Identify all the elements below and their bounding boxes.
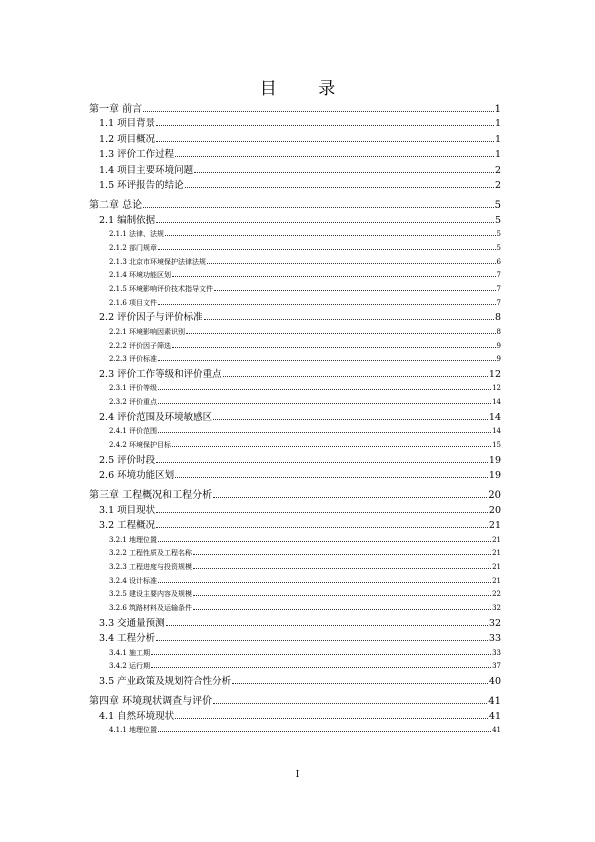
toc-entry-level-3[interactable]	[89, 256, 501, 270]
toc-entry-title: 2.4.1 评价范围	[109, 427, 158, 436]
toc-entry-title: 2.5 评价时段	[99, 454, 156, 466]
toc-entry-level-1[interactable]	[89, 199, 501, 212]
toc-entry-page: 9	[496, 355, 501, 364]
dot-leader	[158, 541, 491, 542]
toc-entry-title: 2.6 环境功能区划	[99, 470, 175, 482]
toc-entry-page: 32	[488, 617, 501, 629]
toc-entry-title: 2.4.2 环境保护目标	[109, 441, 172, 450]
dot-leader	[156, 125, 494, 126]
dot-leader	[156, 640, 488, 641]
toc-entry-title: 4.1 自然环境现状	[99, 710, 175, 722]
toc-entry-page: 21	[492, 576, 501, 585]
dot-leader	[186, 333, 495, 334]
dot-leader	[172, 276, 495, 277]
toc-entry-page: 1	[494, 104, 501, 115]
toc-entry-page: 14	[492, 427, 501, 436]
dot-leader	[175, 718, 488, 719]
toc-entry-title: 第三章 工程概况和工程分析	[89, 490, 213, 502]
toc-entry-page: 1	[494, 118, 501, 130]
table-of-contents	[89, 103, 501, 738]
toc-entry-page: 21	[488, 520, 501, 532]
toc-entry-page: 1	[494, 133, 501, 145]
dot-leader	[158, 403, 491, 404]
toc-entry-title: 3.2.2 工程性质及工程名称	[109, 549, 193, 558]
toc-entry-title: 第一章 前言	[89, 104, 143, 115]
dot-leader	[213, 419, 488, 420]
page-number: I	[295, 770, 300, 780]
dot-leader	[172, 347, 495, 348]
toc-entry-title: 2.1.3 北京市环境保护法律法规	[109, 257, 207, 266]
toc-entry-title: 4.1.1 地理位置	[109, 726, 158, 734]
toc-entry-title: 2.1 编制依据	[99, 214, 156, 226]
dot-leader	[194, 172, 494, 173]
toc-entry-title: 第四章 环境现状调查与评价	[89, 696, 213, 708]
dot-leader	[158, 360, 495, 361]
toc-entry-page: 5	[496, 243, 501, 252]
toc-entry-title: 3.2.5 建设主要内容及规模	[109, 590, 193, 599]
toc-entry-page: 7	[496, 271, 501, 280]
toc-entry-title: 3.2.6 筑路材料及运输条件	[109, 604, 193, 613]
dot-leader	[156, 141, 494, 142]
toc-entry-title: 3.1 项目现状	[99, 504, 156, 516]
toc-entry-level-2[interactable]	[89, 410, 501, 426]
toc-entry-page: 1	[494, 149, 501, 161]
toc-entry-page: 8	[496, 327, 501, 336]
toc-entry-level-2[interactable]	[89, 674, 501, 690]
toc-entry-page: 8	[494, 312, 501, 324]
toc-entry-level-2[interactable]	[89, 503, 501, 519]
toc-entry-title: 1.1 项目背景	[99, 118, 156, 130]
toc-entry-page: 40	[488, 676, 501, 688]
toc-entry-page: 19	[488, 470, 501, 482]
toc-entry-page: 33	[488, 633, 501, 645]
dot-leader	[193, 609, 491, 610]
toc-entry-title: 2.1.4 环境功能区划	[109, 271, 172, 280]
toc-entry-title: 1.3 评价工作过程	[99, 149, 175, 161]
toc-entry-title: 3.2.1 地理位置	[109, 535, 158, 544]
toc-entry-level-1[interactable]	[89, 695, 501, 708]
toc-entry-page: 5	[494, 214, 501, 226]
toc-entry-level-3[interactable]	[89, 283, 501, 297]
toc-entry-page: 32	[492, 604, 501, 613]
dot-leader	[151, 654, 491, 655]
toc-entry-level-3[interactable]	[89, 588, 501, 602]
toc-entry-title: 3.4 工程分析	[99, 633, 156, 645]
dot-leader	[158, 432, 491, 433]
toc-entry-level-2[interactable]	[89, 453, 501, 469]
toc-entry-page: 21	[492, 562, 501, 571]
toc-entry-level-3[interactable]	[89, 425, 501, 439]
dot-leader	[193, 595, 491, 596]
toc-entry-level-3[interactable]	[89, 724, 501, 738]
toc-entry-level-2[interactable]	[89, 132, 501, 148]
dot-leader	[158, 304, 495, 305]
toc-entry-title: 1.4 项目主要环境问题	[99, 164, 194, 176]
toc-entry-level-3[interactable]	[89, 242, 501, 256]
dot-leader	[172, 446, 491, 447]
toc-entry-level-3[interactable]	[89, 647, 501, 661]
toc-entry-title: 3.2.3 工程进度与投资规模	[109, 562, 193, 571]
toc-entry-title: 2.2 评价因子与评价标准	[99, 312, 203, 324]
toc-entry-title: 2.1.6 项目文件	[109, 298, 158, 307]
toc-entry-level-1[interactable]	[89, 489, 501, 502]
dot-leader	[156, 527, 488, 528]
dot-leader	[193, 554, 491, 555]
dot-leader	[175, 156, 494, 157]
toc-entry-title: 3.4.2 运行期	[109, 662, 151, 671]
toc-entry-page: 41	[488, 710, 501, 722]
toc-entry-page: 21	[492, 549, 501, 558]
toc-entry-title: 2.3.2 评价重点	[109, 398, 158, 407]
dot-leader	[207, 263, 495, 264]
toc-entry-page: 41	[488, 696, 501, 708]
toc-entry-level-2[interactable]	[89, 147, 501, 163]
toc-entry-level-3[interactable]	[89, 340, 501, 354]
toc-entry-level-3[interactable]	[89, 353, 501, 367]
dot-leader	[158, 731, 491, 732]
toc-entry-level-3[interactable]	[89, 575, 501, 589]
toc-entry-title: 3.2 工程概况	[99, 520, 156, 532]
toc-entry-page: 12	[488, 368, 501, 380]
dot-leader	[158, 582, 491, 583]
toc-entry-page: 20	[488, 504, 501, 516]
toc-entry-page: 5	[496, 230, 501, 239]
toc-entry-level-3[interactable]	[89, 326, 501, 340]
dot-leader	[158, 389, 491, 390]
toc-entry-title: 2.1.5 环境影响评价技术指导文件	[109, 285, 214, 294]
toc-entry-title: 1.5 环评报告的结论	[99, 180, 184, 192]
toc-entry-title: 2.3 评价工作等级和评价重点	[99, 368, 222, 380]
toc-entry-title: 2.1.1 法律、法规	[109, 230, 165, 239]
toc-entry-page: 2	[494, 180, 501, 192]
toc-entry-title: 3.2.4 设计标准	[109, 576, 158, 585]
toc-entry-page: 7	[496, 285, 501, 294]
dot-leader	[166, 625, 488, 626]
toc-entry-level-2[interactable]	[89, 178, 501, 194]
toc-entry-title: 3.4.1 施工期	[109, 648, 151, 657]
toc-entry-title: 3.3 交通量预测	[99, 617, 165, 629]
toc-entry-page: 6	[496, 257, 501, 266]
toc-entry-level-3[interactable]	[89, 396, 501, 410]
dot-leader	[223, 376, 488, 377]
toc-entry-page: 14	[492, 398, 501, 407]
dot-leader	[165, 235, 495, 236]
toc-entry-title: 2.2.3 评价标准	[109, 355, 158, 364]
toc-entry-page: 15	[492, 441, 501, 450]
dot-leader	[158, 249, 495, 250]
dot-leader	[143, 207, 493, 208]
dot-leader	[175, 477, 488, 478]
dot-leader	[232, 683, 488, 684]
toc-entry-title: 2.1.2 部门规章	[109, 243, 158, 252]
toc-entry-level-3[interactable]	[89, 534, 501, 548]
dot-leader	[143, 111, 493, 112]
toc-entry-page: 14	[488, 411, 501, 423]
toc-entry-page: 7	[496, 298, 501, 307]
toc-entry-page: 2	[494, 164, 501, 176]
toc-entry-title: 2.3.1 评价等级	[109, 384, 158, 393]
dot-leader	[213, 497, 487, 498]
toc-entry-level-2[interactable]	[89, 631, 501, 647]
toc-entry-title: 2.2.2 评价因子筛选	[109, 341, 172, 350]
toc-entry-page: 20	[488, 490, 501, 502]
toc-entry-title: 3.5 产业政策及规划符合性分析	[99, 676, 232, 688]
toc-entry-title: 第二章 总论	[89, 200, 143, 212]
toc-entry-level-2[interactable]	[89, 616, 501, 632]
toc-entry-page: 33	[492, 648, 501, 657]
dot-leader	[204, 319, 494, 320]
dot-leader	[151, 667, 491, 668]
toc-entry-level-3[interactable]	[89, 297, 501, 311]
toc-entry-page: 22	[492, 590, 501, 599]
toc-entry-level-2[interactable]	[89, 367, 501, 383]
toc-entry-level-3[interactable]	[89, 439, 501, 453]
toc-entry-level-2[interactable]	[89, 310, 501, 326]
toc-entry-level-3[interactable]	[89, 382, 501, 396]
toc-entry-level-2[interactable]	[89, 468, 501, 484]
toc-entry-level-2[interactable]	[89, 163, 501, 179]
toc-entry-level-2[interactable]	[89, 213, 501, 229]
dot-leader	[156, 512, 488, 513]
toc-entry-level-3[interactable]	[89, 547, 501, 561]
toc-entry-level-2[interactable]	[89, 518, 501, 534]
toc-entry-level-1[interactable]	[89, 103, 501, 116]
toc-entry-page: 19	[488, 454, 501, 466]
toc-entry-level-3[interactable]	[89, 602, 501, 616]
toc-entry-level-2[interactable]	[89, 116, 501, 132]
toc-entry-page: 41	[492, 726, 501, 734]
toc-title: 目 录	[259, 79, 354, 99]
toc-entry-page: 9	[496, 341, 501, 350]
dot-leader	[213, 703, 487, 704]
toc-entry-title: 1.2 项目概况	[99, 133, 156, 145]
toc-entry-level-3[interactable]	[89, 561, 501, 575]
dot-leader	[156, 462, 488, 463]
toc-entry-page: 21	[492, 535, 501, 544]
toc-entry-title: 2.2.1 环境影响因素识别	[109, 327, 186, 336]
dot-leader	[156, 222, 494, 223]
toc-entry-page: 12	[492, 384, 501, 393]
toc-entry-level-2[interactable]	[89, 709, 501, 725]
toc-entry-level-3[interactable]	[89, 228, 501, 242]
toc-entry-page: 37	[492, 662, 501, 671]
dot-leader	[214, 290, 495, 291]
toc-entry-title: 2.4 评价范围及环境敏感区	[99, 411, 213, 423]
dot-leader	[193, 568, 491, 569]
toc-entry-level-3[interactable]	[89, 660, 501, 674]
dot-leader	[185, 187, 494, 188]
toc-entry-level-3[interactable]	[89, 269, 501, 283]
toc-entry-page: 5	[494, 200, 501, 212]
